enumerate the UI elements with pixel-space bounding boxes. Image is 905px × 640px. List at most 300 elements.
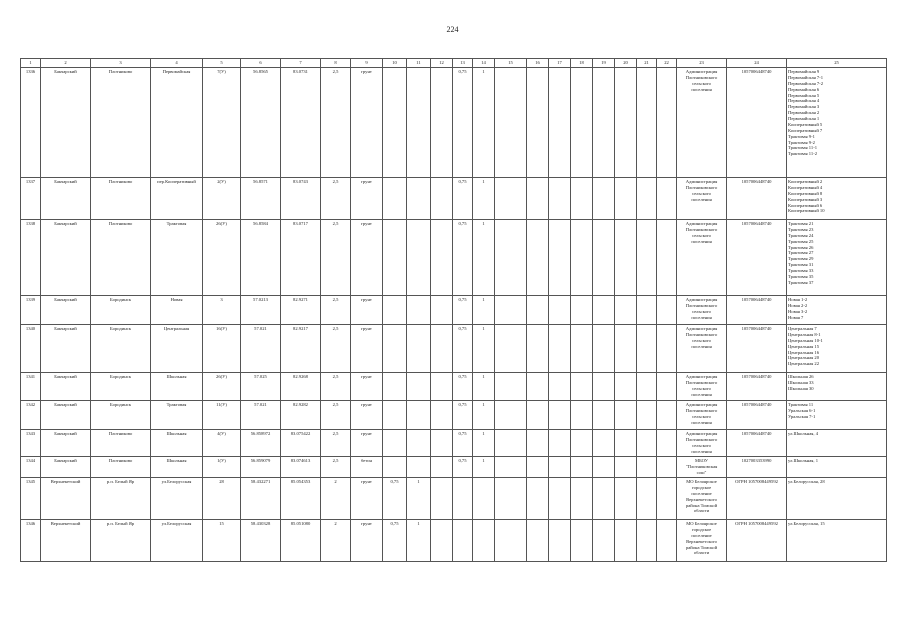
cell-empty (657, 401, 677, 430)
cell-addresses: Кооперативный 2 Кооперативный 4 Кооперативный 8 Кооперативный 3 Кооперативный 6 Кооперативный 10 (787, 178, 887, 220)
cell-street: Школьная (151, 457, 203, 478)
cell-empty (549, 220, 571, 296)
column-header: 9 (351, 59, 383, 68)
column-header: 15 (495, 59, 527, 68)
cell-street: пер.Кооперативный (151, 178, 203, 220)
cell-c12 (431, 325, 453, 373)
cell-lon: 85.051080 (281, 520, 321, 562)
cell-lon: 83.0717 (281, 220, 321, 296)
cell-lon: 85.054353 (281, 478, 321, 520)
cell-id: 1346 (21, 520, 41, 562)
cell-width: 2,5 (321, 401, 351, 430)
cell-district: Бакчарский (41, 68, 91, 178)
cell-id: 1340 (21, 325, 41, 373)
cell-empty (571, 520, 593, 562)
cell-empty (495, 430, 527, 457)
cell-empty (637, 220, 657, 296)
cell-empty (657, 220, 677, 296)
cell-empty (495, 478, 527, 520)
cell-empty (549, 401, 571, 430)
column-header: 20 (615, 59, 637, 68)
cell-org: Администрация Плотниковского сельского поселения (677, 430, 727, 457)
cell-empty (549, 457, 571, 478)
cell-c12 (431, 520, 453, 562)
cell-width: 2,5 (321, 430, 351, 457)
cell-inn: 1057006448740 (727, 373, 787, 401)
cell-org: Администрация Плотниковского сельского поселения (677, 296, 727, 325)
cell-district: Бакчарский (41, 373, 91, 401)
cell-c12 (431, 401, 453, 430)
cell-empty (571, 68, 593, 178)
cell-empty (495, 178, 527, 220)
cell-lat: 56.8565 (241, 68, 281, 178)
cell-c11 (407, 401, 431, 430)
cell-locality: Бородинск (91, 401, 151, 430)
cell-width: 2,5 (321, 68, 351, 178)
cell-c11: 1 (407, 520, 431, 562)
cell-org: Администрация Плотниковского сельского поселения (677, 373, 727, 401)
cell-empty (571, 430, 593, 457)
cell-house: 26(У) (203, 220, 241, 296)
cell-empty (527, 373, 549, 401)
cell-c13: 0,75 (453, 457, 473, 478)
cell-c12 (431, 457, 453, 478)
cell-inn: ОГРН 1057008449592 (727, 478, 787, 520)
cell-c10 (383, 401, 407, 430)
cell-surface: грунт (351, 401, 383, 430)
cell-lon: 82.9282 (281, 401, 321, 430)
cell-house: 1(У) (203, 457, 241, 478)
cell-empty (615, 68, 637, 178)
cell-empty (615, 178, 637, 220)
cell-surface: грунт (351, 430, 383, 457)
cell-empty (527, 178, 549, 220)
cell-c13: 0,75 (453, 430, 473, 457)
column-header: 18 (571, 59, 593, 68)
cell-district: Бакчарский (41, 178, 91, 220)
cell-c10 (383, 325, 407, 373)
column-header: 3 (91, 59, 151, 68)
cell-id: 1337 (21, 178, 41, 220)
cell-inn: ОГРН 1057008449592 (727, 520, 787, 562)
cell-empty (571, 178, 593, 220)
cell-c13 (453, 478, 473, 520)
column-header: 12 (431, 59, 453, 68)
cell-empty (637, 373, 657, 401)
cell-house: 28 (203, 478, 241, 520)
cell-district: Бакчарский (41, 430, 91, 457)
cell-addresses: Школьная 26 Школьная 33 Школьная 30 (787, 373, 887, 401)
cell-c11 (407, 430, 431, 457)
column-header: 5 (203, 59, 241, 68)
cell-empty (495, 520, 527, 562)
cell-empty (637, 296, 657, 325)
cell-c13: 0,75 (453, 178, 473, 220)
cell-street: Центральная (151, 325, 203, 373)
cell-empty (549, 296, 571, 325)
cell-locality: Плотниково (91, 178, 151, 220)
cell-empty (615, 296, 637, 325)
cell-c13: 0,75 (453, 296, 473, 325)
cell-inn: 1027003353990 (727, 457, 787, 478)
cell-org: МБОУ "Плотниковская сош" (677, 457, 727, 478)
page-number: 224 (446, 25, 459, 34)
cell-lat: 57.025 (241, 373, 281, 401)
cell-id: 1336 (21, 68, 41, 178)
cell-empty (593, 430, 615, 457)
cell-empty (657, 457, 677, 478)
cell-lat: 57.021 (241, 325, 281, 373)
cell-inn: 1057006448740 (727, 178, 787, 220)
cell-empty (657, 325, 677, 373)
cell-empty (571, 296, 593, 325)
cell-c12 (431, 68, 453, 178)
column-header: 4 (151, 59, 203, 68)
cell-c14: 1 (473, 430, 495, 457)
cell-street: Первомайская (151, 68, 203, 178)
column-header: 25 (787, 59, 887, 68)
cell-c14: 1 (473, 325, 495, 373)
column-header: 19 (593, 59, 615, 68)
cell-c13: 0,75 (453, 68, 473, 178)
cell-district: Бакчарский (41, 220, 91, 296)
cell-addresses: Новая 1-2 Новая 2-2 Новая 3-2 Новая 7 (787, 296, 887, 325)
cell-c14 (473, 520, 495, 562)
cell-c12 (431, 296, 453, 325)
cell-addresses: ул.Белорусская, 28 (787, 478, 887, 520)
cell-addresses: ул.Школьная, 1 (787, 457, 887, 478)
cell-empty (657, 373, 677, 401)
table-row (21, 220, 887, 296)
table-row (21, 520, 887, 562)
cell-lat: 56.859079 (241, 457, 281, 478)
cell-locality: Бородинск (91, 373, 151, 401)
cell-id: 1342 (21, 401, 41, 430)
cell-c14: 1 (473, 296, 495, 325)
cell-addresses: ул.Школьная, 4 (787, 430, 887, 457)
cell-c14: 1 (473, 373, 495, 401)
cell-locality: р.п. Белый Яр (91, 478, 151, 520)
cell-c12 (431, 430, 453, 457)
cell-empty (615, 478, 637, 520)
column-header: 17 (549, 59, 571, 68)
cell-street: Трактовая (151, 220, 203, 296)
cell-lon: 83.075422 (281, 430, 321, 457)
cell-house: 15 (203, 520, 241, 562)
cell-empty (637, 401, 657, 430)
column-header: 1 (21, 59, 41, 68)
cell-id: 1343 (21, 430, 41, 457)
cell-id: 1341 (21, 373, 41, 401)
cell-empty (657, 520, 677, 562)
cell-empty (571, 457, 593, 478)
cell-c14: 1 (473, 220, 495, 296)
cell-surface: грунт (351, 478, 383, 520)
cell-house: 11(У) (203, 401, 241, 430)
cell-c10 (383, 178, 407, 220)
cell-inn: 1057006448740 (727, 220, 787, 296)
cell-inn: 1057006448740 (727, 430, 787, 457)
cell-empty (637, 478, 657, 520)
cell-empty (637, 178, 657, 220)
cell-c12 (431, 478, 453, 520)
cell-empty (657, 296, 677, 325)
cell-addresses: Трактовая 21 Трактовая 23 Трактовая 24 Трактовая 25 Трактовая 26 Трактовая 27 Трактовая 29 Трактовая 31 Трактовая 33 Трактовая 35 Трактовая 37 (787, 220, 887, 296)
cell-district: Бакчарский (41, 325, 91, 373)
cell-street: Новая (151, 296, 203, 325)
cell-c11 (407, 178, 431, 220)
column-header: 16 (527, 59, 549, 68)
cell-c14 (473, 478, 495, 520)
cell-street: Школьная (151, 373, 203, 401)
cell-surface: грунт (351, 325, 383, 373)
cell-addresses: ул.Белорусская, 15 (787, 520, 887, 562)
column-header: 24 (727, 59, 787, 68)
cell-empty (549, 478, 571, 520)
cell-empty (527, 401, 549, 430)
cell-id: 1344 (21, 457, 41, 478)
table-row (21, 296, 887, 325)
cell-width: 2,5 (321, 296, 351, 325)
cell-c12 (431, 373, 453, 401)
cell-house: 26(У) (203, 373, 241, 401)
cell-id: 1338 (21, 220, 41, 296)
cell-c14: 1 (473, 457, 495, 478)
cell-lat: 57.021 (241, 401, 281, 430)
cell-c11 (407, 296, 431, 325)
cell-empty (657, 178, 677, 220)
cell-house: 4(У) (203, 430, 241, 457)
cell-empty (495, 296, 527, 325)
cell-c11 (407, 220, 431, 296)
cell-empty (495, 325, 527, 373)
cell-house: 2(У) (203, 178, 241, 220)
cell-empty (615, 520, 637, 562)
cell-c11 (407, 325, 431, 373)
cell-surface: бетон (351, 457, 383, 478)
cell-c13 (453, 520, 473, 562)
cell-locality: Плотниково (91, 68, 151, 178)
cell-c14: 1 (473, 68, 495, 178)
cell-lat: 56.8584 (241, 220, 281, 296)
cell-empty (593, 457, 615, 478)
cell-c14: 1 (473, 401, 495, 430)
table-row (21, 373, 887, 401)
cell-empty (657, 430, 677, 457)
cell-lat: 58.430328 (241, 520, 281, 562)
column-header: 23 (677, 59, 727, 68)
cell-org: МО Белоярское городское поселение Верхнекетского района Томской области (677, 520, 727, 562)
cell-c13: 0,75 (453, 373, 473, 401)
cell-inn: 1057006448740 (727, 325, 787, 373)
cell-district: Бакчарский (41, 457, 91, 478)
column-header: 13 (453, 59, 473, 68)
cell-c11 (407, 68, 431, 178)
cell-empty (527, 520, 549, 562)
table-row (21, 457, 887, 478)
cell-empty (495, 220, 527, 296)
column-header: 6 (241, 59, 281, 68)
cell-empty (593, 296, 615, 325)
cell-c10 (383, 457, 407, 478)
cell-org: МО Белоярское городское поселение Верхнекетского района Томской области (677, 478, 727, 520)
cell-c11 (407, 457, 431, 478)
cell-lon: 83.0731 (281, 68, 321, 178)
cell-street: ул.Белорусская (151, 478, 203, 520)
cell-surface: грунт (351, 296, 383, 325)
cell-empty (637, 430, 657, 457)
cell-street: Трактовая (151, 401, 203, 430)
cell-lat: 56.8571 (241, 178, 281, 220)
cell-house: 7(У) (203, 68, 241, 178)
cell-id: 1345 (21, 478, 41, 520)
cell-lon: 83.074613 (281, 457, 321, 478)
cell-empty (495, 373, 527, 401)
cell-org: Администрация Плотниковского сельского поселения (677, 325, 727, 373)
cell-addresses: Первомайская 9 Первомайская 7-1 Первомайская 7-2 Первомайская 6 Первомайская 5 Первомайская 4 Первомайская 3 Первомайская 2 Первомайская 1 Кооперативный 5 Кооперативный 7 Трактовая 9-1 Трактовая 9-2 Трактовая 11-1 Трактовая 11-2 (787, 68, 887, 178)
column-header: 11 (407, 59, 431, 68)
cell-c10 (383, 430, 407, 457)
cell-empty (527, 478, 549, 520)
cell-width: 2,5 (321, 220, 351, 296)
cell-c13: 0,75 (453, 220, 473, 296)
cell-house: 16(У) (203, 325, 241, 373)
cell-inn: 1057006448740 (727, 296, 787, 325)
cell-empty (495, 401, 527, 430)
cell-inn: 1057006448740 (727, 401, 787, 430)
cell-street: ул.Белорусская (151, 520, 203, 562)
cell-empty (593, 373, 615, 401)
cell-width: 2,5 (321, 457, 351, 478)
column-header: 8 (321, 59, 351, 68)
cell-empty (549, 325, 571, 373)
cell-empty (615, 401, 637, 430)
cell-lon: 82.9271 (281, 296, 321, 325)
cell-empty (527, 68, 549, 178)
cell-empty (571, 325, 593, 373)
cell-lon: 82.9268 (281, 373, 321, 401)
cell-empty (495, 68, 527, 178)
cell-empty (593, 220, 615, 296)
cell-empty (657, 68, 677, 178)
table-row (21, 401, 887, 430)
cell-locality: Плотниково (91, 220, 151, 296)
cell-empty (637, 68, 657, 178)
cell-c12 (431, 178, 453, 220)
cell-empty (615, 430, 637, 457)
table-row (21, 325, 887, 373)
cell-lat: 57.0213 (241, 296, 281, 325)
cell-empty (615, 220, 637, 296)
cell-org: Администрация Плотниковского сельского поселения (677, 178, 727, 220)
cell-empty (593, 178, 615, 220)
column-header: 10 (383, 59, 407, 68)
cell-empty (527, 325, 549, 373)
table-body (21, 68, 887, 562)
cell-width: 2 (321, 520, 351, 562)
cell-lat: 58.432271 (241, 478, 281, 520)
cell-empty (549, 430, 571, 457)
cell-inn: 1057006448740 (727, 68, 787, 178)
cell-surface: грунт (351, 220, 383, 296)
cell-empty (657, 478, 677, 520)
cell-locality: Плотниково (91, 430, 151, 457)
cell-surface: грунт (351, 68, 383, 178)
cell-house: 3 (203, 296, 241, 325)
cell-locality: р.п. Белый Яр (91, 520, 151, 562)
cell-empty (549, 68, 571, 178)
cell-empty (637, 520, 657, 562)
cell-empty (571, 373, 593, 401)
cell-c13: 0,75 (453, 401, 473, 430)
cell-lat: 56.858972 (241, 430, 281, 457)
cell-empty (571, 478, 593, 520)
cell-empty (593, 401, 615, 430)
cell-id: 1339 (21, 296, 41, 325)
cell-c10 (383, 373, 407, 401)
cell-width: 2,5 (321, 178, 351, 220)
cell-c10 (383, 296, 407, 325)
table-row (21, 430, 887, 457)
cell-c11: 1 (407, 478, 431, 520)
cell-c12 (431, 220, 453, 296)
table-row (21, 68, 887, 178)
cell-district: Бакчарский (41, 401, 91, 430)
cell-empty (549, 373, 571, 401)
table-row (21, 478, 887, 520)
cell-c11 (407, 373, 431, 401)
cell-district: Верхнекетский (41, 478, 91, 520)
cell-lon: 82.9217 (281, 325, 321, 373)
cell-empty (593, 520, 615, 562)
table-row (21, 178, 887, 220)
cell-district: Бакчарский (41, 296, 91, 325)
cell-lon: 83.0743 (281, 178, 321, 220)
cell-empty (571, 401, 593, 430)
cell-empty (527, 430, 549, 457)
cell-c13: 0,75 (453, 325, 473, 373)
cell-locality: Бородинск (91, 296, 151, 325)
column-header: 2 (41, 59, 91, 68)
cell-c10: 0,75 (383, 520, 407, 562)
cell-surface: грунт (351, 178, 383, 220)
cell-addresses: Трактовая 11 Уральская 6-1 Уральская 7-1 (787, 401, 887, 430)
cell-empty (527, 457, 549, 478)
header-row (21, 59, 887, 68)
cell-org: Администрация Плотниковского сельского поселения (677, 68, 727, 178)
column-header: 21 (637, 59, 657, 68)
cell-c10 (383, 68, 407, 178)
cell-empty (549, 520, 571, 562)
cell-surface: грунт (351, 373, 383, 401)
column-header: 22 (657, 59, 677, 68)
cell-locality: Бородинск (91, 325, 151, 373)
cell-width: 2,5 (321, 373, 351, 401)
cell-org: Администрация Плотниковского сельского поселения (677, 401, 727, 430)
cell-empty (593, 325, 615, 373)
cell-empty (637, 325, 657, 373)
cell-c14: 1 (473, 178, 495, 220)
cell-empty (615, 373, 637, 401)
cell-empty (527, 296, 549, 325)
cell-district: Верхнекетский (41, 520, 91, 562)
cell-empty (527, 220, 549, 296)
cell-width: 2 (321, 478, 351, 520)
cell-c10: 0,75 (383, 478, 407, 520)
column-header: 7 (281, 59, 321, 68)
cell-width: 2,5 (321, 325, 351, 373)
cell-empty (593, 68, 615, 178)
